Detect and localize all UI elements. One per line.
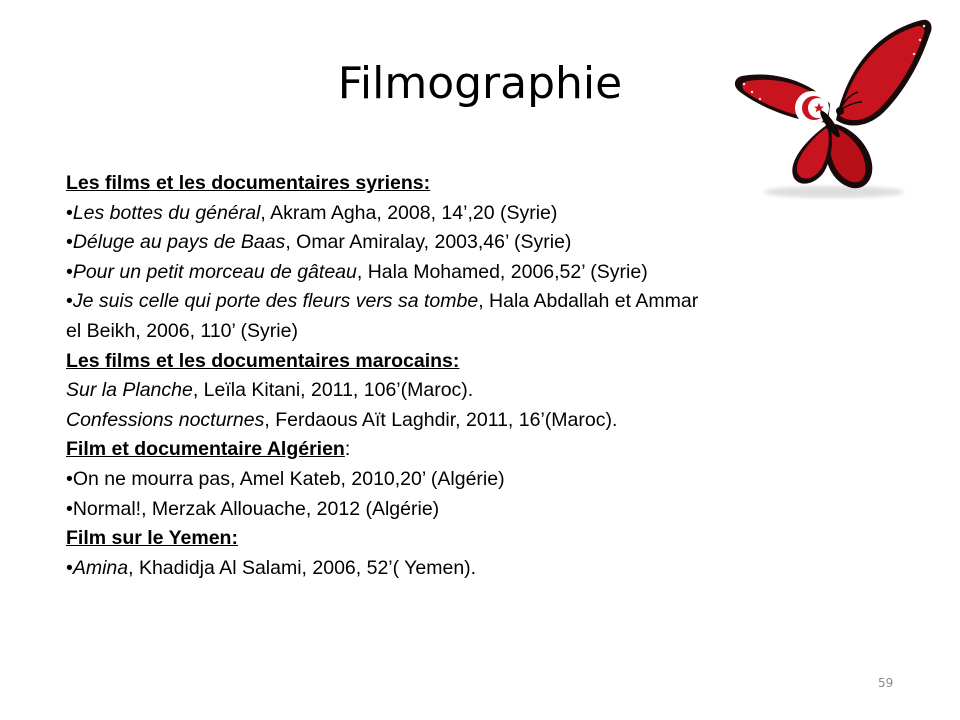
syrian-films-heading: Les films et les documentaires syriens: [66, 172, 431, 194]
film-title: Déluge au pays de Baas [72, 231, 286, 254]
slide-number: 59 [878, 676, 894, 690]
film-details: , Omar Amiralay, 2003,46’ (Syrie) [285, 231, 572, 254]
heading-colon: : [344, 438, 351, 461]
list-item-algeria-1: •On ne mourra pas, Amel Kateb, 2010,20’ (Algérie) [66, 467, 505, 490]
film-details: , Hala Abdallah et Ammar el Beikh, 2006, 110’ (Syrie) [66, 290, 699, 342]
list-item-algeria-2: •Normal!, Merzak Allouache, 2012 (Algérie) [66, 497, 440, 520]
list-item-syria-1: •Les bottes du général, Akram Agha, 2008, 14’,20 (Syrie) [66, 201, 558, 224]
film-title: Pour un petit morceau de gâteau [72, 260, 357, 283]
list-item-morocco-2 [66, 406, 716, 436]
film-title: Je suis celle qui porte des fleurs vers sa tombe [72, 290, 479, 313]
film-details: , Hala Mohamed, 2006,52’ (Syrie) [356, 260, 648, 283]
tunisian-flag-butterfly-icon [724, 12, 960, 202]
algerian-films-heading: Film et documentaire Algérien [66, 438, 345, 461]
list-item-syria-3: •Pour un petit morceau de gâteau, Hala Mohamed, 2006,52’ (Syrie) [66, 260, 648, 283]
film-title: Amina [72, 556, 129, 579]
list-item-morocco-1 [66, 376, 716, 406]
film-details: , Ferdaous Aït Laghdir, 2011, 16’(Maroc). [264, 408, 618, 431]
film-title: Confessions nocturnes [66, 408, 265, 431]
list-item-syria-2: •Déluge au pays de Baas, Omar Amiralay, 2003,46’ (Syrie) [66, 231, 572, 254]
film-details: On ne mourra pas, Amel Kateb, 2010,20’ (Algérie) [72, 467, 505, 490]
film-title: Les bottes du général [72, 201, 261, 224]
filmography-content [66, 169, 716, 583]
algerian-films-heading-line [66, 435, 716, 465]
film-title: Sur la Planche [66, 379, 193, 402]
film-details: Normal!, Merzak Allouache, 2012 (Algérie) [72, 497, 440, 520]
film-details: , Khadidja Al Salami, 2006, 52’( Yemen). [128, 556, 477, 579]
film-details: , Akram Agha, 2008, 14’,20 (Syrie) [260, 201, 558, 224]
slide-title: Filmographie [337, 58, 623, 109]
list-item-yemen-1: •Amina, Khadidja Al Salami, 2006, 52’( Yemen). [66, 556, 477, 579]
moroccan-films-heading: Les films et les documentaires marocains: [66, 349, 460, 372]
list-item-syria-4: •Je suis celle qui porte des fleurs vers sa tombe, Hala Abdallah et Ammar el Beikh, 2006, 110’ (Syrie) [66, 290, 699, 342]
yemen-film-heading: Film sur le Yemen: [66, 527, 238, 550]
film-details: , Leïla Kitani, 2011, 106’(Maroc). [192, 379, 474, 402]
